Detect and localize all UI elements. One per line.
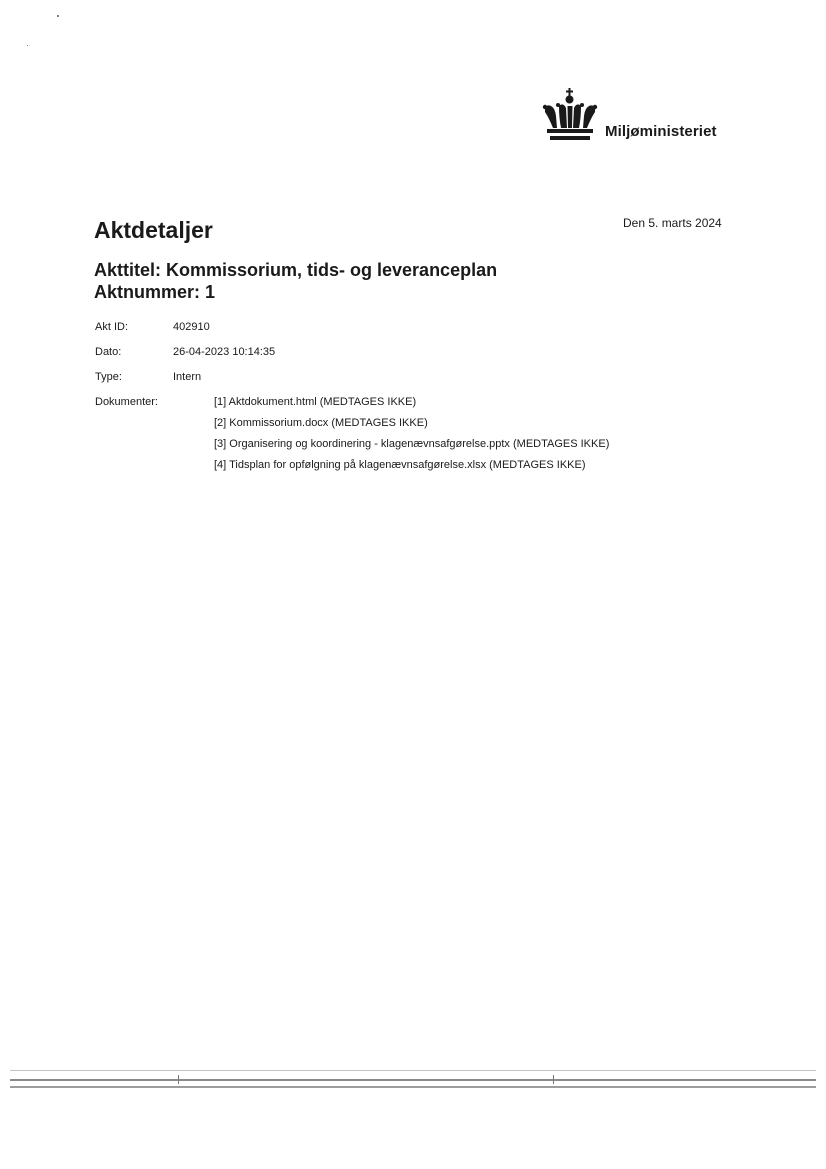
document-list [214,396,609,480]
akt-heading [94,259,497,303]
scan-line [10,1079,816,1081]
scan-line [10,1086,816,1088]
ministry-logo [541,88,717,142]
scan-tick [553,1075,554,1084]
akt-id-value: 402910 [173,321,210,333]
scan-line [10,1070,816,1071]
list-item: [2] Kommissorium.docx (MEDTAGES IKKE) [214,417,428,429]
type-value: Intern [173,371,202,383]
list-item: [3] Organisering og koordinering - klagenævnsafgørelse.pptx (MEDTAGES IKKE) [214,438,610,450]
dokumenter-label: Dokumenter: [95,396,158,408]
scan-speck [27,45,28,46]
page-title: Aktdetaljer [94,217,213,243]
dato-label: Dato: [95,346,122,358]
akt-number: Aktnummer: 1 [94,282,216,302]
akt-id-label: Akt ID: [95,321,129,333]
list-item: [1] Aktdokument.html (MEDTAGES IKKE) [214,396,417,408]
ministry-name: Miljøministeriet [605,123,717,140]
akt-title: Akttitel: Kommissorium, tids- og leveranceplan [94,260,498,280]
document-date: Den 5. marts 2024 [623,216,722,230]
crown-icon [541,88,599,142]
type-label: Type: [95,371,122,383]
scan-tick [178,1075,179,1084]
dato-value: 26-04-2023 10:14:35 [173,346,276,358]
scan-speck [57,15,59,17]
list-item: [4] Tidsplan for opfølgning på klagenævnsafgørelse.xlsx (MEDTAGES IKKE) [214,459,586,471]
